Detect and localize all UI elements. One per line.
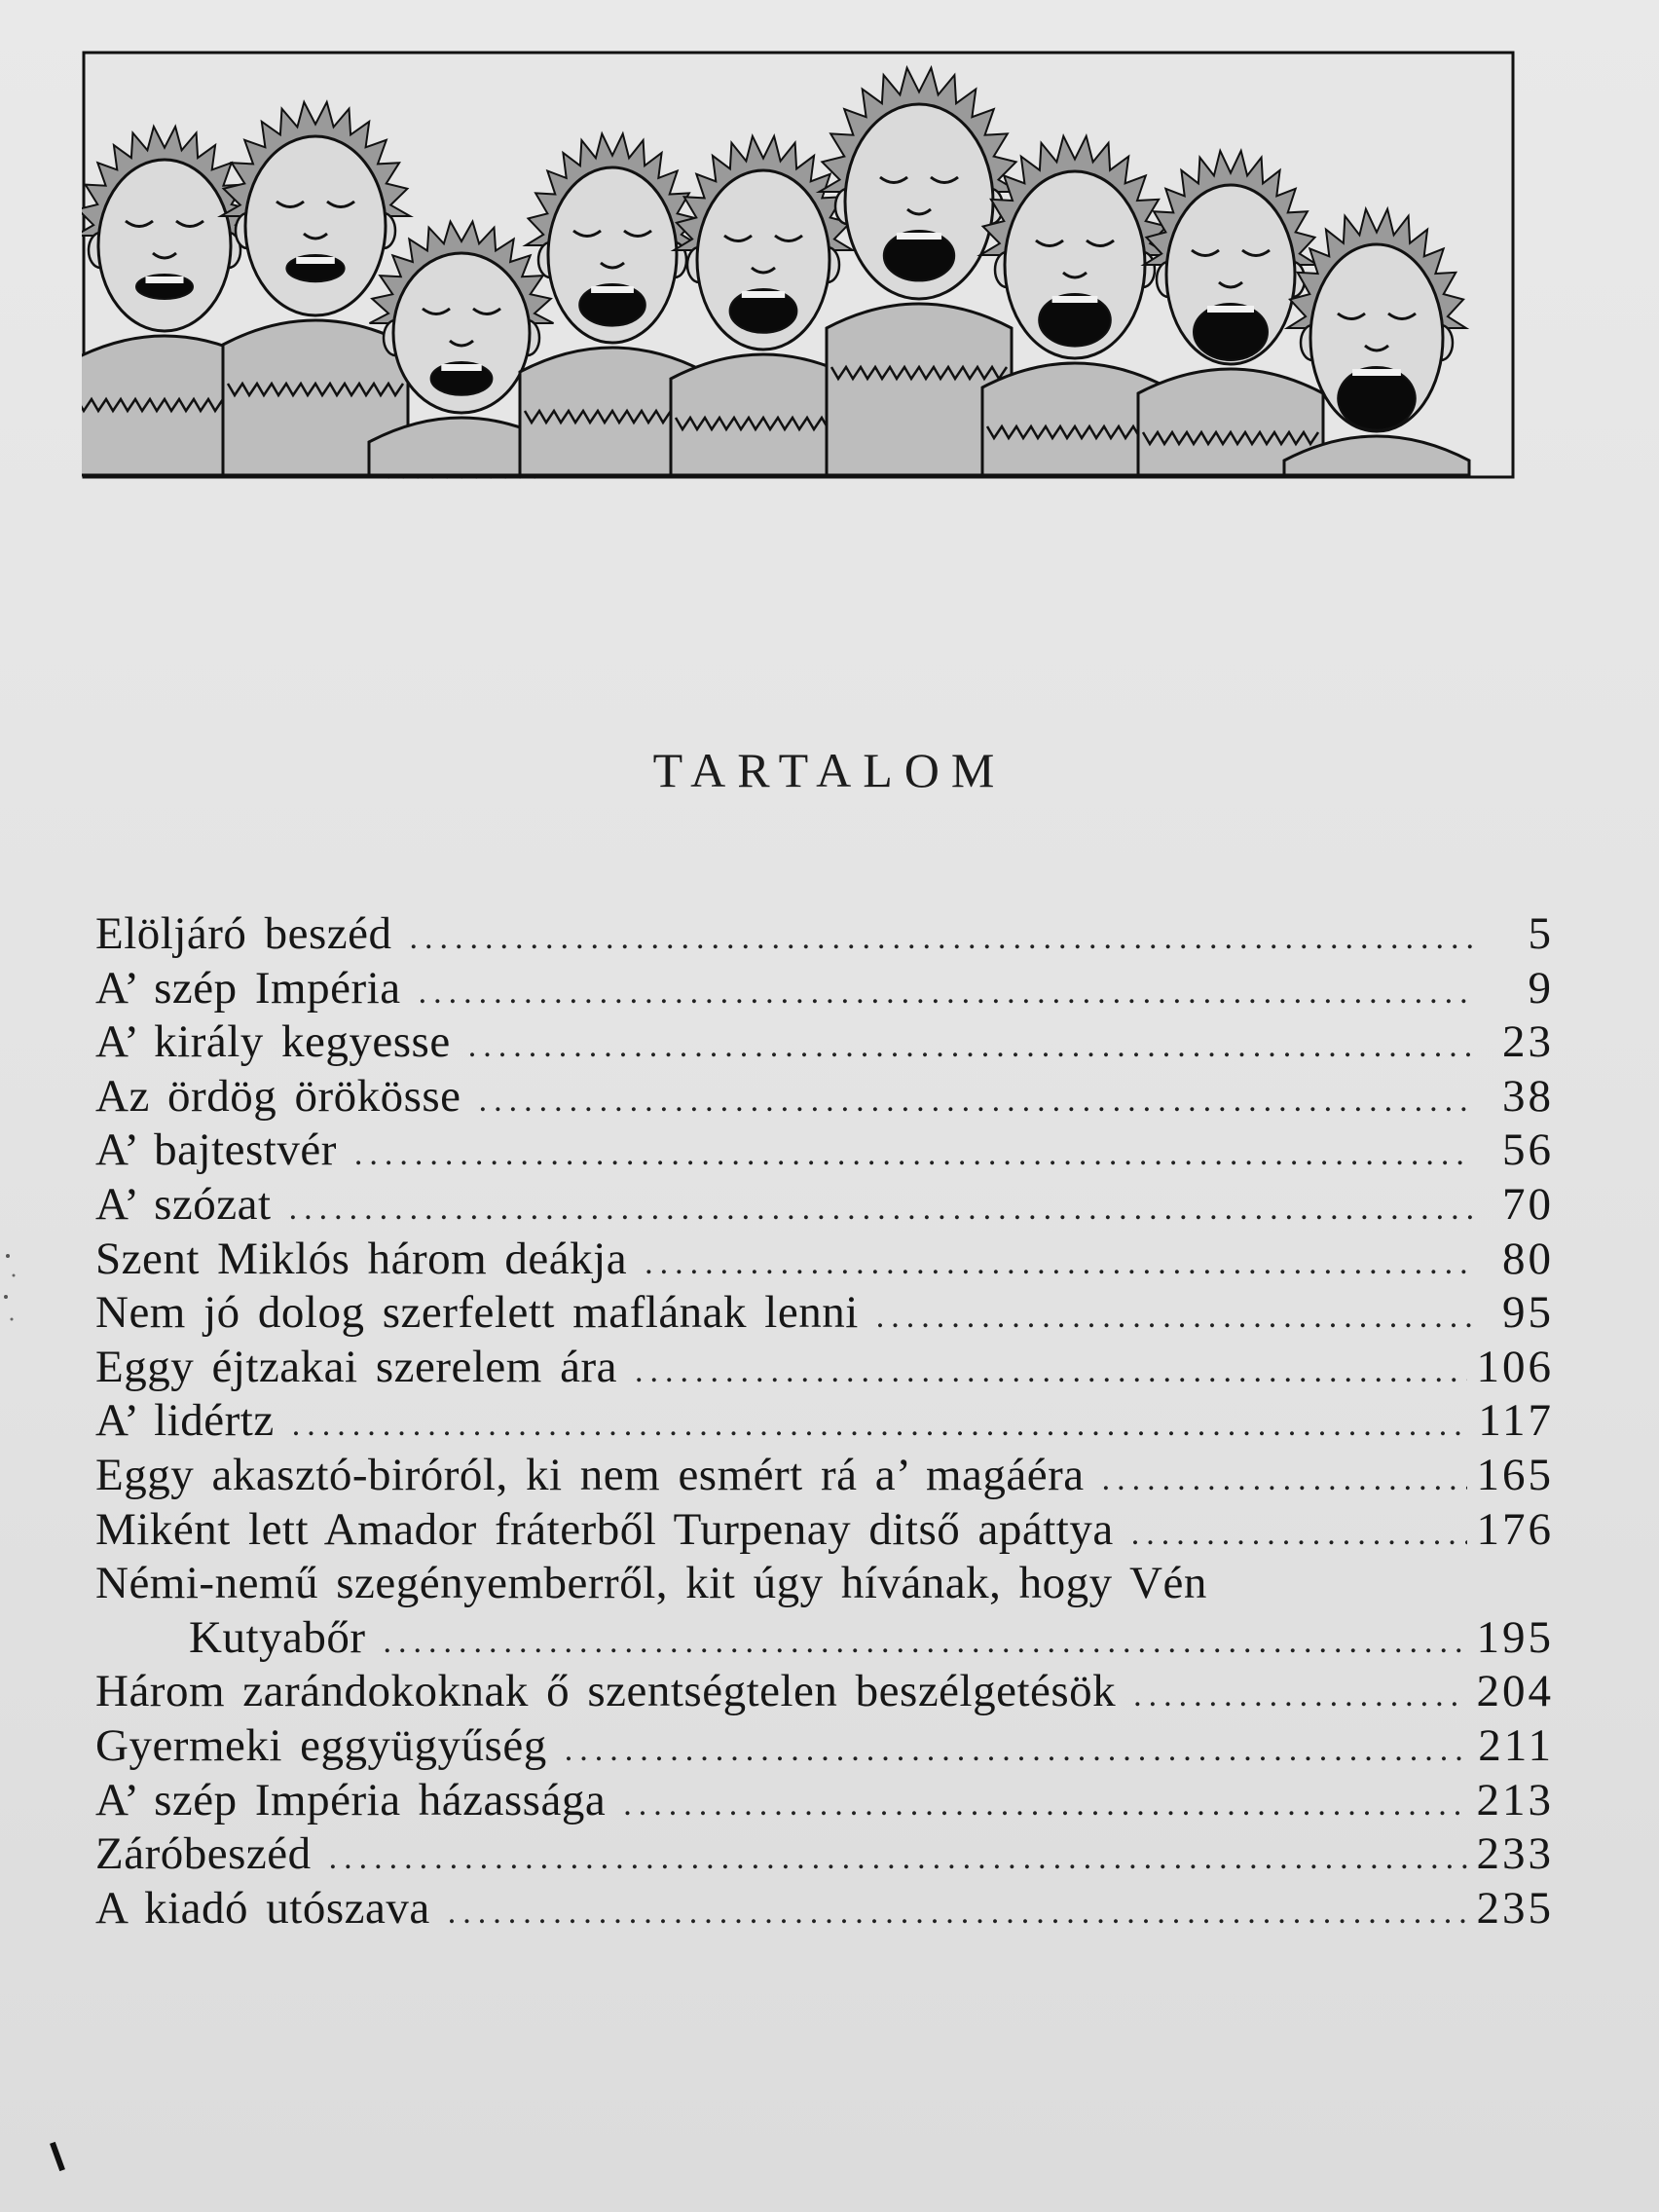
toc-leader-dots [565, 1723, 1469, 1778]
toc-leader-dots [384, 1615, 1467, 1670]
toc-row[interactable] [95, 1286, 1554, 1341]
toc-title-line-1: Némi-nemű szegényemberről, kit úgy hívának, hogy Vén [95, 1558, 1207, 1609]
toc-row[interactable] [95, 1070, 1554, 1124]
toc-leader-dots [419, 966, 1472, 1020]
toc-page-number: 165 [1476, 1449, 1554, 1500]
toc-leader-dots [468, 1019, 1472, 1074]
toc-row[interactable] [95, 1341, 1554, 1395]
toc-title: A’ szép Impéria házassága [95, 1774, 607, 1825]
toc-title: A’ király kegyesse [95, 1016, 451, 1068]
toc-title: Nem jó dolog szerfelett maflának lenni [95, 1287, 859, 1339]
toc-row[interactable] [95, 907, 1554, 962]
toc-row[interactable] [95, 1665, 1554, 1719]
toc-title: Szent Miklós három deákja [95, 1233, 628, 1284]
toc-title: A’ szép Impéria [95, 962, 401, 1014]
toc-page-number: 56 [1502, 1124, 1554, 1176]
toc-title: Záróbeszéd [95, 1828, 312, 1880]
toc-title: Három zarándokoknak ő szentségtelen beszélgetésök [95, 1666, 1117, 1717]
toc-title: Elöljáró beszéd [95, 908, 392, 959]
toc-leader-dots [329, 1831, 1467, 1886]
toc-page-number: 106 [1476, 1341, 1554, 1392]
page-title: TARTALOM [652, 743, 1007, 797]
toc-page-number: 235 [1476, 1882, 1554, 1934]
toc-page-number: 195 [1476, 1611, 1554, 1663]
toc-row[interactable] [95, 1774, 1554, 1828]
toc-title: A’ szózat [95, 1178, 272, 1230]
toc-leader-dots [1131, 1507, 1467, 1562]
laughing-choir-illustration [82, 51, 1515, 479]
toc-row[interactable] [95, 1015, 1554, 1070]
toc-leader-dots [635, 1345, 1467, 1399]
toc-row-multiline[interactable] [95, 1557, 1554, 1665]
toc-leader-dots [292, 1398, 1469, 1453]
toc-leader-dots [289, 1182, 1472, 1236]
toc-leader-dots [479, 1074, 1472, 1128]
toc-row[interactable] [95, 1124, 1554, 1178]
toc-page-number: 5 [1528, 908, 1554, 959]
margin-pencil-mark [50, 2142, 65, 2171]
table-of-contents [95, 907, 1554, 1936]
toc-row[interactable] [95, 962, 1554, 1016]
toc-leader-dots [623, 1778, 1466, 1832]
toc-title: Miként lett Amador fráterből Turpenay ditső apáttya [95, 1503, 1114, 1555]
toc-row[interactable] [95, 1394, 1554, 1449]
toc-title: A kiadó utószava [95, 1882, 430, 1934]
toc-page-number: 80 [1502, 1233, 1554, 1284]
toc-page-number: 176 [1476, 1503, 1554, 1555]
toc-page-number: 38 [1502, 1070, 1554, 1122]
toc-leader-dots [1133, 1669, 1466, 1723]
toc-leader-dots [410, 911, 1472, 966]
toc-title-line-2: Kutyabőr [189, 1611, 366, 1663]
toc-row[interactable] [95, 1827, 1554, 1882]
toc-page-number: 70 [1502, 1178, 1554, 1230]
toc-title: Gyermeki eggyügyűség [95, 1719, 547, 1771]
toc-leader-dots [876, 1290, 1472, 1345]
toc-title: Eggy éjtzakai szerelem ára [95, 1341, 617, 1392]
toc-page-number: 204 [1476, 1666, 1554, 1717]
toc-row[interactable] [95, 1178, 1554, 1233]
toc-title: Eggy akasztó-biróról, ki nem esmért rá a’ magáéra [95, 1449, 1085, 1500]
toc-leader-dots [448, 1886, 1467, 1940]
toc-page-number: 211 [1478, 1719, 1554, 1771]
toc-title: A’ lidértz [95, 1395, 275, 1447]
toc-leader-dots [1102, 1453, 1467, 1507]
toc-row[interactable] [95, 1882, 1554, 1936]
toc-row[interactable] [95, 1449, 1554, 1503]
toc-page-number: 95 [1502, 1287, 1554, 1339]
toc-page-number: 233 [1476, 1828, 1554, 1880]
toc-page-number: 23 [1502, 1016, 1554, 1068]
toc-page-number: 213 [1476, 1774, 1554, 1825]
toc-title: A’ bajtestvér [95, 1124, 337, 1176]
toc-page-number: 117 [1478, 1395, 1554, 1447]
toc-leader-dots [354, 1127, 1472, 1182]
toc-row[interactable] [95, 1503, 1554, 1558]
toc-page-number: 9 [1528, 962, 1554, 1014]
toc-title: Az ördög örökösse [95, 1070, 461, 1122]
toc-leader-dots [645, 1236, 1472, 1291]
toc-row[interactable] [95, 1719, 1554, 1774]
margin-specks [0, 1236, 29, 1344]
toc-row[interactable] [95, 1233, 1554, 1287]
